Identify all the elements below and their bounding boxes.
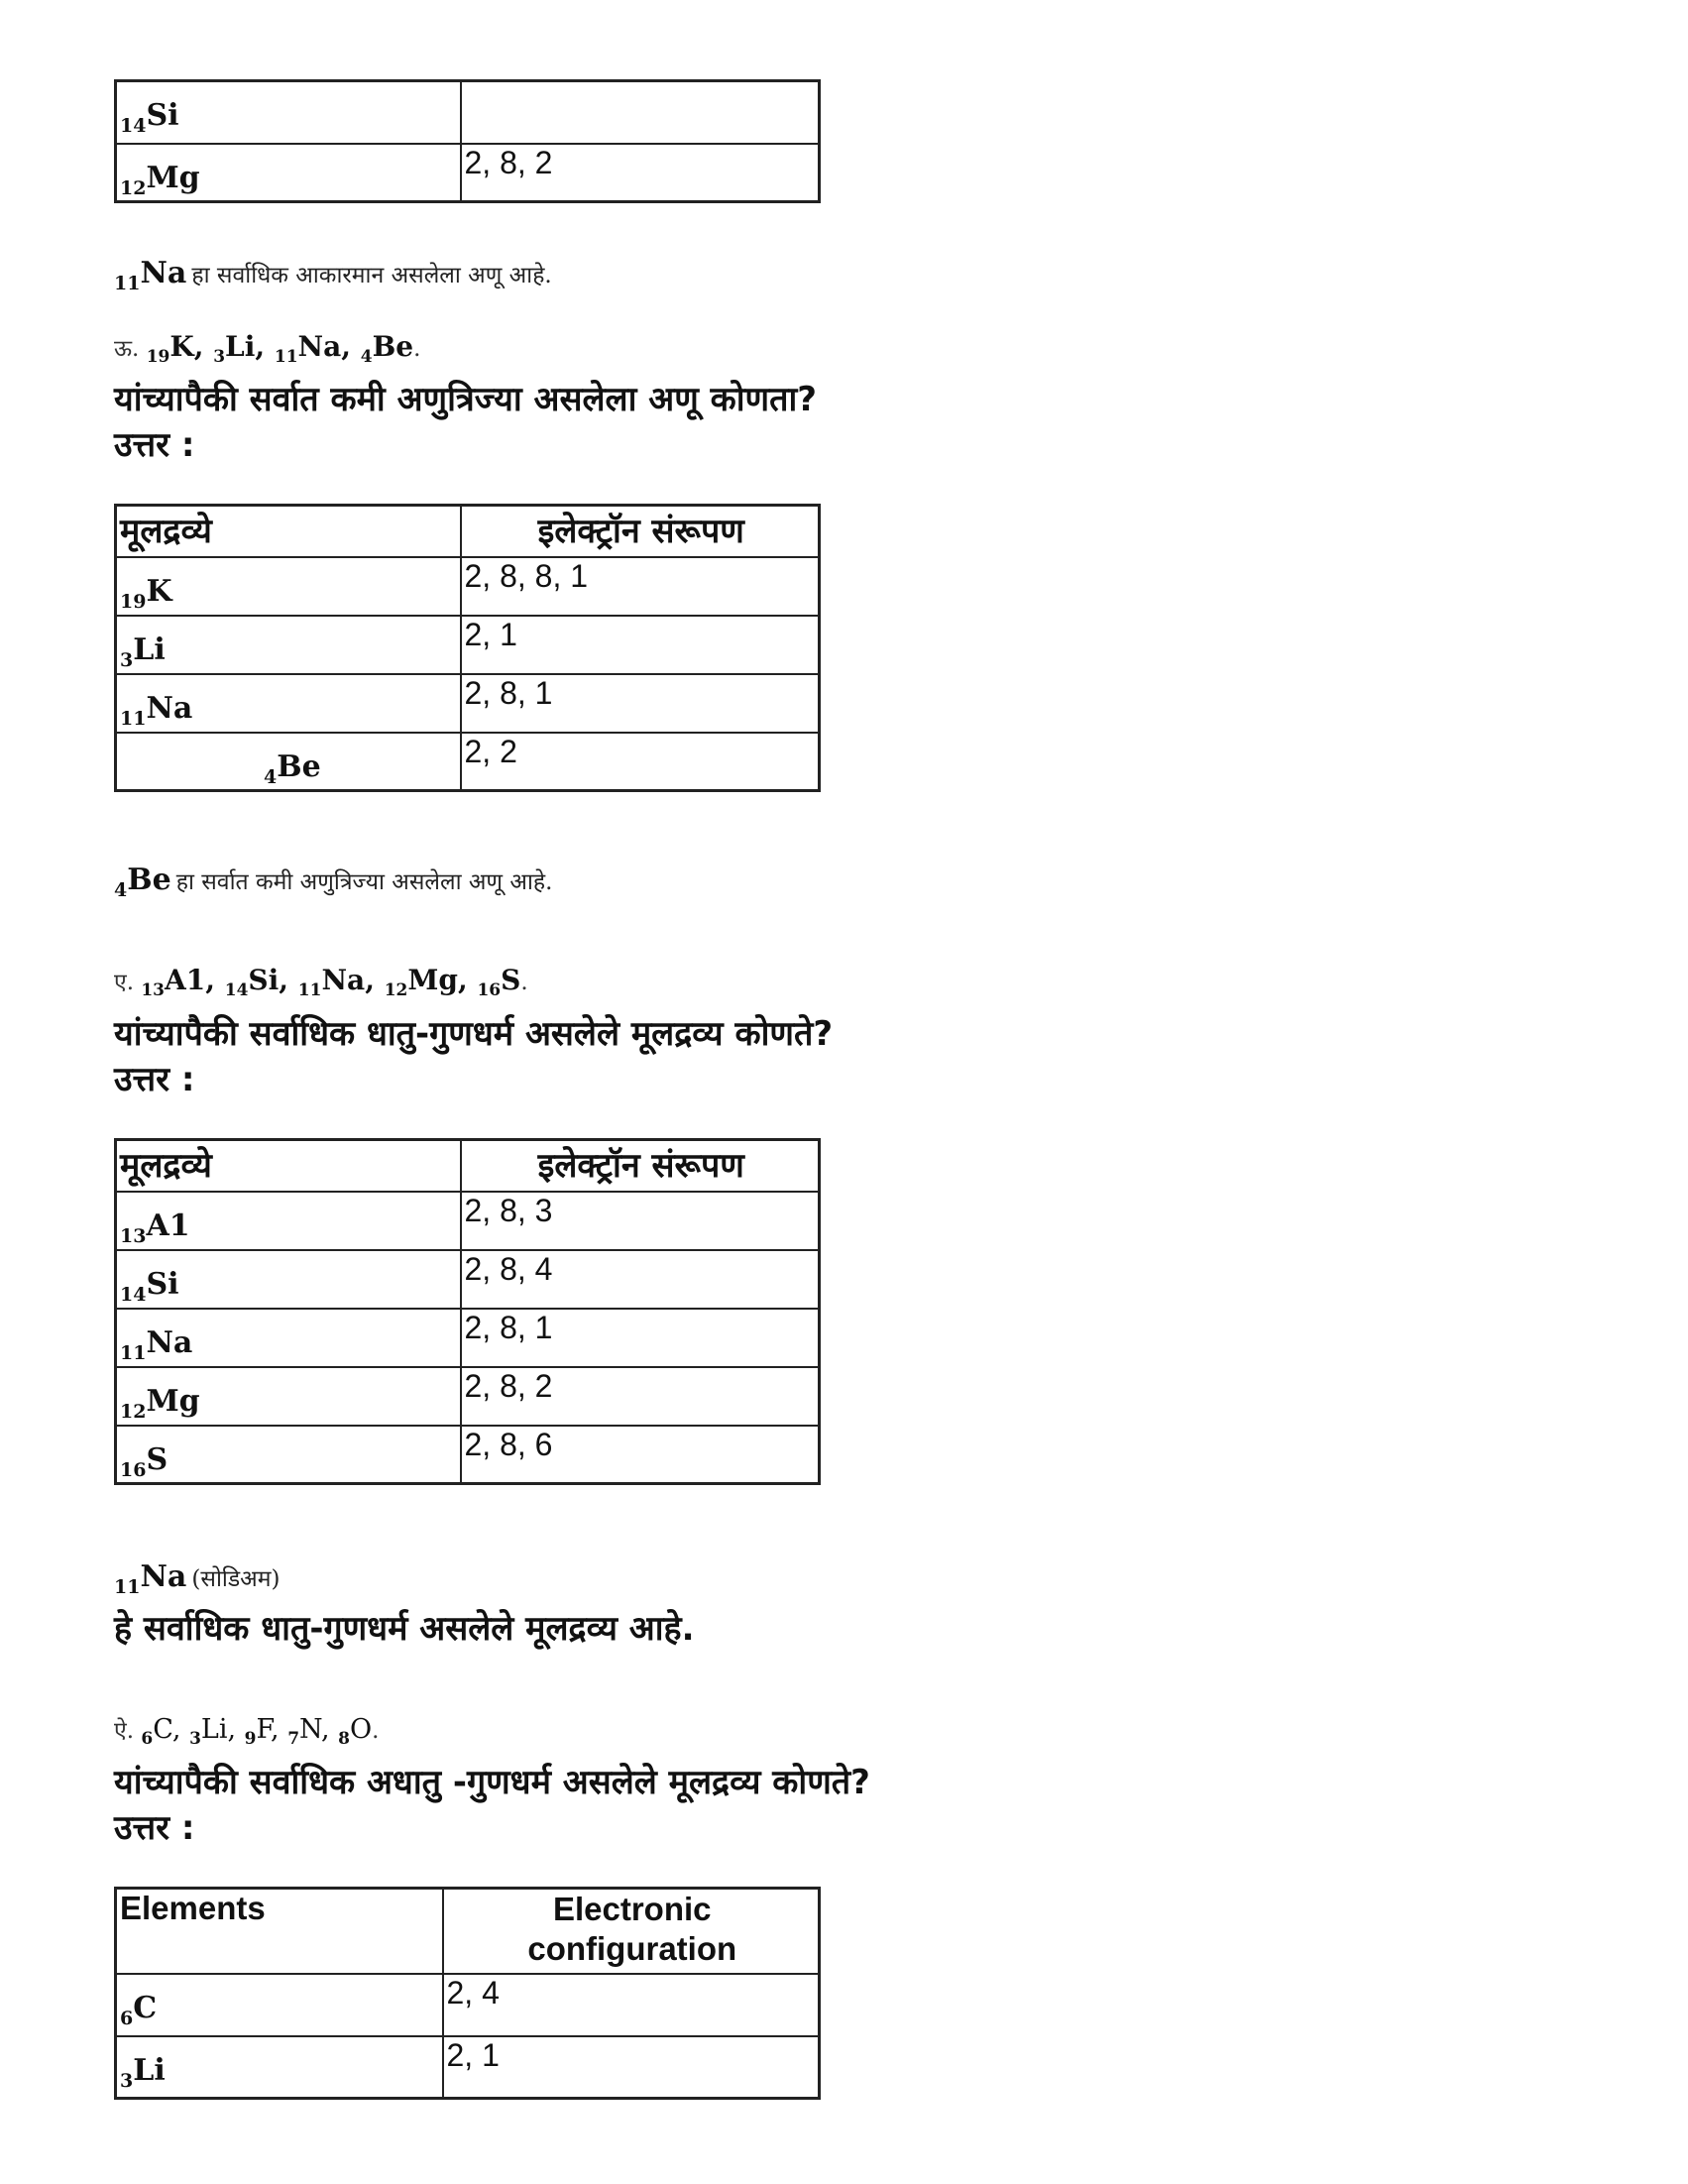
table-row bbox=[116, 557, 820, 616]
config-cell bbox=[461, 81, 820, 144]
question-elements-list: ऐ. $_6$C, $_3$Li, $_9$F, $_7$N, $_8$O. bbox=[114, 1714, 380, 1749]
table-row bbox=[116, 1367, 820, 1426]
config-table-3 bbox=[114, 1887, 821, 2100]
config-cell: 2, 2 bbox=[461, 733, 820, 791]
config-cell: 2, 1 bbox=[443, 2036, 820, 2099]
table-header-row bbox=[116, 506, 820, 557]
answer-statement: $_4$Be हा सर्वात कमी अणुत्रिज्या असलेला अणू आहे. bbox=[114, 862, 553, 901]
question-text: यांच्यापैकी सर्वाधिक अधातु -गुणधर्म असलेले मूलद्रव्य कोणते? bbox=[114, 1763, 870, 1802]
config-cell: 2, 8, 4 bbox=[461, 1250, 820, 1309]
element-cell: $_{12}$Mg bbox=[116, 144, 461, 202]
question-text: यांच्यापैकी सर्वात कमी अणुत्रिज्या असलेला अणू कोणता? bbox=[114, 380, 818, 419]
table-row bbox=[116, 674, 820, 733]
question-text: यांच्यापैकी सर्वाधिक धातु-गुणधर्म असलेले मूलद्रव्य कोणते? bbox=[114, 1014, 834, 1054]
answer-statement: $_{11}$Na हा सर्वाधिक आकारमान असलेला अणू आहे. bbox=[114, 256, 552, 294]
column-header: Electronic configuration bbox=[443, 1889, 820, 1974]
table-row bbox=[116, 2036, 820, 2099]
column-header: इलेक्ट्रॉन संरूपण bbox=[461, 1140, 820, 1192]
table-row bbox=[116, 1309, 820, 1367]
element-cell: $_{13}$A1 bbox=[116, 1192, 461, 1250]
table-row bbox=[116, 1250, 820, 1309]
config-cell: 2, 8, 2 bbox=[461, 144, 820, 202]
config-table-2 bbox=[114, 1138, 821, 1485]
element-cell: $_3$Li bbox=[116, 2036, 443, 2099]
table-row bbox=[116, 733, 820, 791]
element-cell: $_{11}$Na bbox=[116, 674, 461, 733]
element-cell: $_{19}$K bbox=[116, 557, 461, 616]
config-cell: 2, 8, 1 bbox=[461, 1309, 820, 1367]
table-row bbox=[116, 616, 820, 674]
column-header: Elements bbox=[116, 1889, 443, 1974]
table-continued bbox=[114, 79, 821, 203]
element-cell: $_6$C bbox=[116, 1974, 443, 2036]
column-header: मूलद्रव्ये bbox=[116, 1140, 461, 1192]
question-elements-list: ए. $_{13}$A1, $_{14}$Si, $_{11}$Na, $_{12}$Mg, $_{16}$S. bbox=[114, 964, 528, 1000]
config-cell: 2, 8, 8, 1 bbox=[461, 557, 820, 616]
config-cell: 2, 8, 6 bbox=[461, 1426, 820, 1484]
table-row bbox=[116, 144, 820, 202]
table-row bbox=[116, 81, 820, 144]
table-row bbox=[116, 1426, 820, 1484]
config-cell: 2, 8, 2 bbox=[461, 1367, 820, 1426]
config-cell: 2, 4 bbox=[443, 1974, 820, 2036]
element-cell: $_{16}$S bbox=[116, 1426, 461, 1484]
column-header: मूलद्रव्ये bbox=[116, 506, 461, 557]
element-cell: $_{12}$Mg bbox=[116, 1367, 461, 1426]
answer-text: हे सर्वाधिक धातु-गुणधर्म असलेले मूलद्रव्य आहे. bbox=[114, 1609, 695, 1649]
config-cell: 2, 1 bbox=[461, 616, 820, 674]
answer-statement: $_{11}$Na (सोडिअम) bbox=[114, 1559, 281, 1598]
table-row bbox=[116, 1192, 820, 1250]
element-cell: $_{11}$Na bbox=[116, 1309, 461, 1367]
column-header: इलेक्ट्रॉन संरूपण bbox=[461, 506, 820, 557]
element-cell: $_3$Li bbox=[116, 616, 461, 674]
table-header-row bbox=[116, 1140, 820, 1192]
element-cell: $_{14}$Si bbox=[116, 1250, 461, 1309]
config-cell: 2, 8, 1 bbox=[461, 674, 820, 733]
answer-label: उत्तर : bbox=[114, 425, 195, 465]
table-row bbox=[116, 1974, 820, 2036]
element-cell: $_{14}$Si bbox=[116, 81, 461, 144]
answer-label: उत्तर : bbox=[114, 1808, 195, 1848]
config-cell: 2, 8, 3 bbox=[461, 1192, 820, 1250]
config-table-1 bbox=[114, 504, 821, 792]
answer-label: उत्तर : bbox=[114, 1060, 195, 1099]
table-header-row bbox=[116, 1889, 820, 1974]
question-elements-list: ऊ. $_{19}$K, $_3$Li, $_{11}$Na, $_4$Be. bbox=[114, 330, 421, 367]
element-cell: $_4$Be bbox=[116, 733, 461, 791]
